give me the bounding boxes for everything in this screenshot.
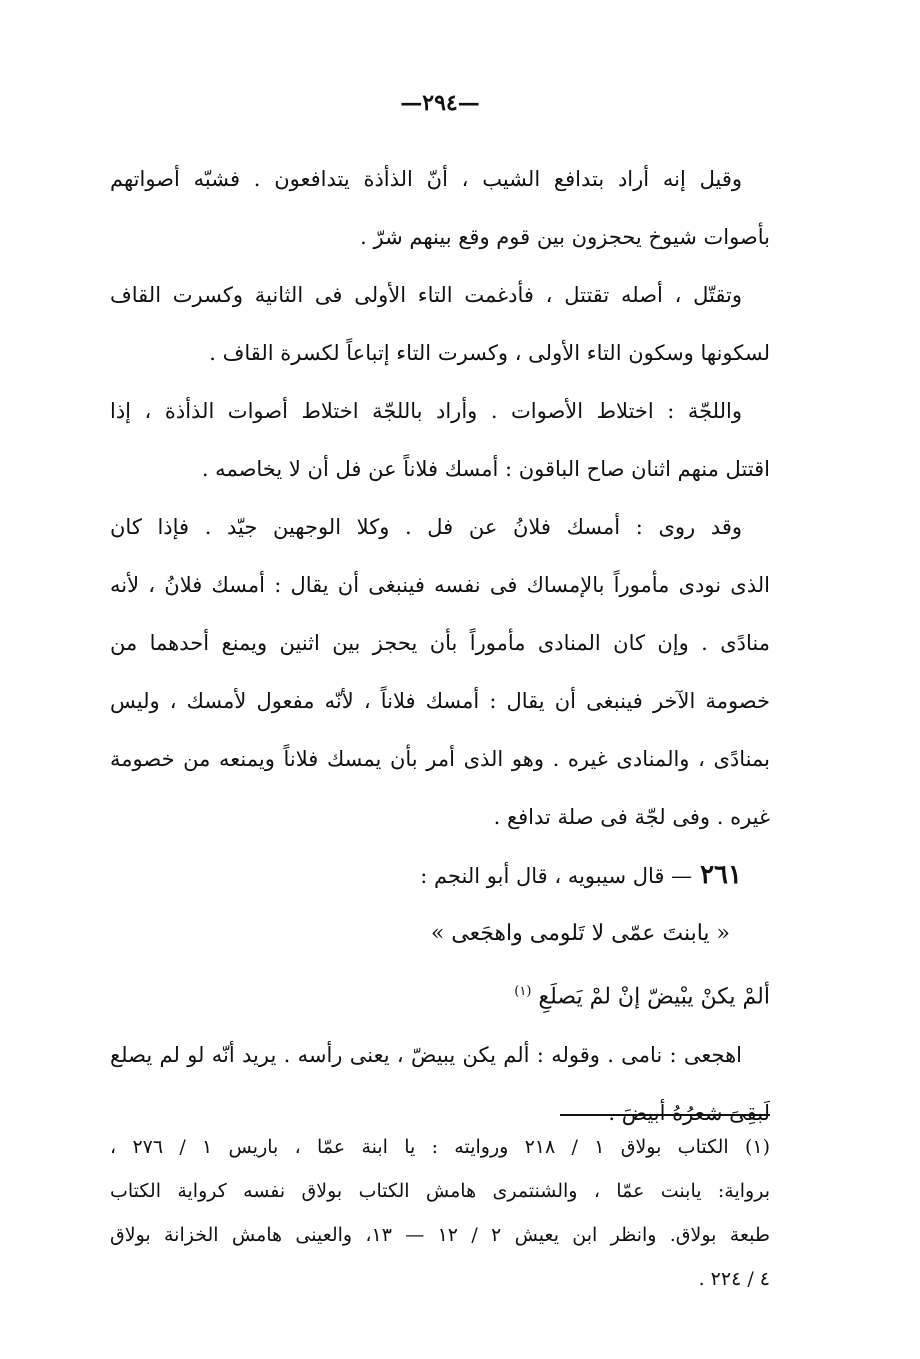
footnote-line: برواية: يابنت عمّا ، والشنتمرى هامش الكتاب بولاق نفسه كرواية الكتاب (110, 1180, 770, 1202)
footnotes (110, 1125, 770, 1301)
paragraph-line: اقتتل منهم اثنان صاح الباقون : أمسك فلاناً عن فل أن لا يخاصمه . (201, 457, 770, 481)
paragraph-line: واللجّة : اختلاط الأصوات . وأراد باللجّة اختلاط أصوات الذأذة ، إذا (110, 399, 742, 423)
paragraph-line: اهجعى : نامى . وقوله : ألم يكن يبيضّ ، يعنى رأسه . يريد أنّه لو لم يصلع (110, 1043, 742, 1068)
paragraph-1 (110, 150, 770, 266)
verse-line-1: « يابنتَ عمّى لا تَلومى واهجَعى » (430, 921, 730, 946)
paragraph-line: وقد روى : أمسك فلانُ عن فل . وكلا الوجهين جيّد . فإذا كان (110, 515, 742, 539)
paragraph-line: منادًى . وإن كان المنادى مأموراً بأن يحجز بين اثنين ويمنع أحدهما من (110, 631, 770, 655)
entry-heading (110, 846, 770, 905)
verse-text: ألمْ يكنْ يبْيضّ إنْ لمْ يَصلَعِ (538, 984, 770, 1010)
footnote-line: (١) الكتاب بولاق ١ / ٢١٨ وروايته : يا ابنة عمّا ، باريس ١ / ٢٧٦ ، (110, 1136, 770, 1158)
paragraph-line: خصومة الآخر فينبغى أن يقال : أمسك فلاناً ، لأنّه مفعول لأمسك ، وليس (110, 689, 770, 713)
paragraph-line: وتقتّل ، أصله تقتتل ، فأدغمت التاء الأولى فى الثانية وكسرت القاف (110, 283, 742, 307)
entry-number: ٢٦١ (700, 860, 742, 890)
paragraph-line: لَبقِىَ شعرُهُ أبيضَ . (608, 1101, 770, 1126)
paragraph-line: بمنادًى ، والمنادى غيره . وهو الذى أمر بأن يمسك فلاناً ويمنعه من خصومة (110, 747, 770, 771)
footnote-divider (560, 1114, 770, 1116)
paragraph-line: لسكونها وسكون التاء الأولى ، وكسرت التاء إتباعاً لكسرة القاف . (209, 341, 770, 365)
paragraph-2 (110, 266, 770, 382)
entry-intro: — قال سيبويه ، قال أبو النجم : (420, 864, 693, 888)
page-number: —٢٩٤— (400, 90, 480, 116)
verse-line-2 (110, 963, 770, 1026)
paragraph-4 (110, 498, 770, 846)
footnote-line: ٤ / ٢٢٤ . (698, 1268, 770, 1290)
footnote-line: طبعة بولاق. وانظر ابن يعيش ٢ / ١٢ — ١٣، والعينى هامش الخزانة بولاق (110, 1224, 770, 1246)
paragraph-line: وقيل إنه أراد بتدافع الشيب ، أنّ الذأذة يتدافعون . فشبّه أصواتهم (110, 167, 742, 191)
entry-261 (110, 846, 770, 1026)
paragraph-line: غيره . وفى لجّة فى صلة تدافع . (493, 805, 770, 829)
book-page (110, 80, 770, 1320)
body-text (110, 150, 770, 1142)
footnote-marker: (١) (514, 984, 532, 999)
paragraph-3 (110, 382, 770, 498)
paragraph-line: الذى نودى مأموراً بالإمساك فى نفسه فينبغى أن يقال : أمسك فلانُ ، لأنه (110, 573, 770, 597)
paragraph-line: بأصوات شيوخ يحجزون بين قوم وقع بينهم شرّ . (360, 225, 770, 249)
